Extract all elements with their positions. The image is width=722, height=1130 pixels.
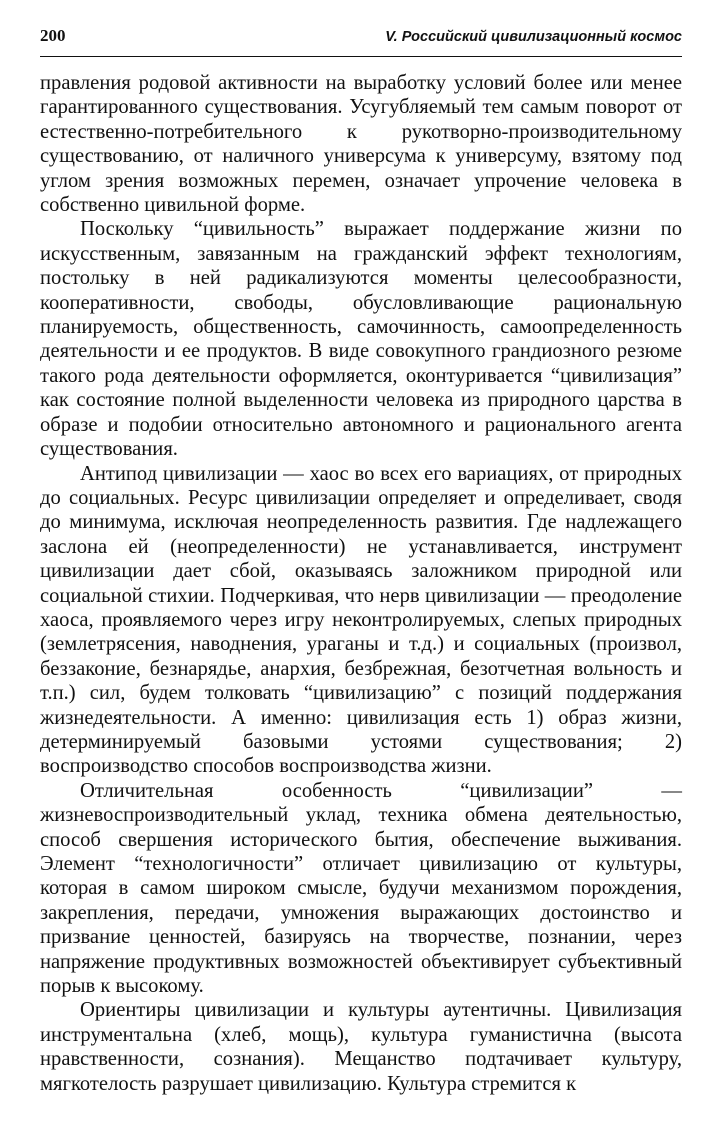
page-header [40,26,682,57]
paragraph-continued: правления родовой активности на выработку условий более или менее гарантированного существования. Усугубляемый тем самым поворот от естественно-потребительного к рукотворно-производительному существованию, от наличного универсума к универсуму, взятому под углом зрения возможных перемен, означает упрочение человека в собственно цивильной форме. [40,72,682,217]
running-head: V. Российский цивилизационный космос [385,29,682,45]
document-page [40,26,682,1096]
paragraph: Антипод цивилизации — хаос во всех его вариациях, от природных до социальных. Ресурс цивилизации определяет и определивает, сводя до минимума, исключая неопределенность развития. Где надлежащего заслона ей (неопределенности) не устанавливается, инструмент цивилизации дает сбой, оказываясь заложником природной или социальной стихии. Подчеркивая, что нерв цивилизации — преодоление хаоса, проявляемого через игру неконтролируемых, слепых природных (землетрясения, наводнения, ураганы и т.д.) и социальных (произвол, беззаконие, безнарядье, анархия, безбрежная, безотчетная вольность и т.п.) сил, будем толковать “цивилизацию” с позиций поддержания жизнедеятельности. А именно: цивилизация есть 1) образ жизни, детерминируемый базовыми устоями существования; 2) воспроизводство способов воспроизводства жизни. [40,462,682,778]
body-text [40,71,682,1096]
paragraph: Поскольку “цивильность” выражает поддержание жизни по искусственным, завязанным на гражданский эффект технологиям, постольку в ней радикализуются моменты целесообразности, кооперативности, свободы, обусловливающие рациональную планируемость, общественность, самочинность, самоопределенность деятельности и ее продуктов. В виде совокупного грандиозного резюме такого рода деятельности оформляется, оконтуривается “цивилизация” как состояние полной выделенности человека из природного царства в образе и подобии относительно автономного и рационального агента существования. [40,218,682,461]
paragraph: Ориентиры цивилизации и культуры аутентичны. Цивилизация инструментальна (хлеб, мощь), культура гуманистична (высота нравственности, сознания). Мещанство подтачивает культуру, мягкотелость разрушает цивилизацию. Культура стремится к [40,999,682,1095]
paragraph: Отличительная особенность “цивилизации” — жизневоспроизводительный уклад, техника обмена деятельностью, способ свершения исторического бытия, обеспечение выживания. Элемент “технологичности” отличает цивилизацию от культуры, которая в самом широком смысле, будучи механизмом порождения, закрепления, передачи, умножения выражающих достоинство и призвание ценностей, базируясь на творчестве, познании, через напряжение продуктивных возможностей объективирует субъективный порыв к высокому. [40,779,682,998]
page-number: 200 [40,26,66,45]
